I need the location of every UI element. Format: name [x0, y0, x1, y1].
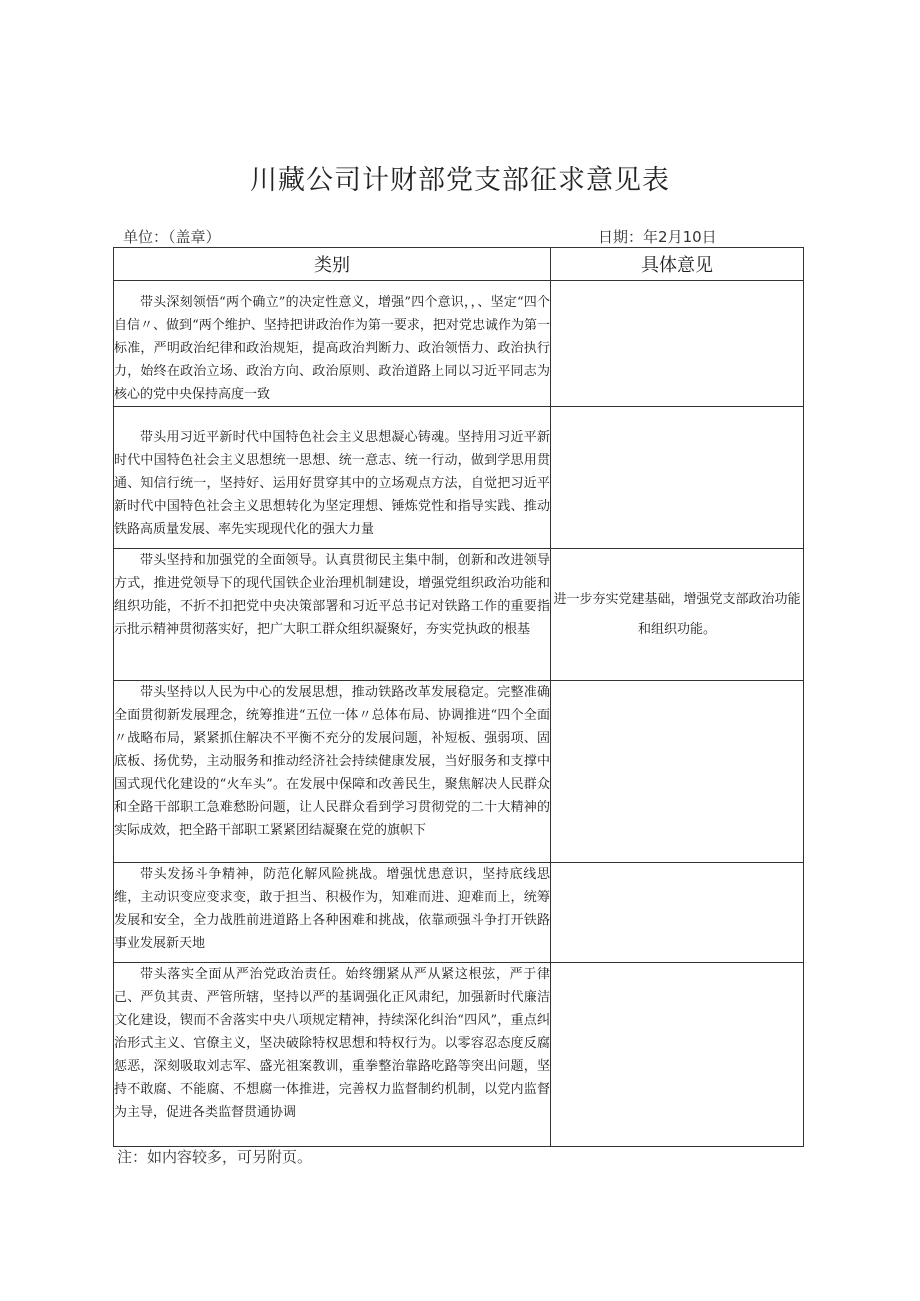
opinion-cell[interactable] — [551, 407, 804, 549]
table-row — [114, 863, 804, 963]
opinion-cell[interactable] — [551, 281, 804, 407]
table-row — [114, 681, 804, 863]
category-cell — [114, 963, 551, 1147]
table-row — [114, 407, 804, 549]
category-cell — [114, 281, 551, 407]
date-month: 2 — [658, 228, 668, 246]
category-cell — [114, 549, 551, 681]
date-day-unit: 日 — [701, 228, 717, 246]
category-text: 带头落实全面从严治党政治责任。始终绷紧从严从紧这根弦，严于律己、严负其责、严管所辖，坚持以严的基调强化正风肃纪，加强新时代廉洁文化建设，锲而不舍落实中央八项规定精神，持续深化纠治“四风”，重点纠治形式主义、官僚主义，坚决破除特权思想和特权行为。以零容忍态度反腐惩恶，深刻吸取刘志军、盛光祖案教训，重拳整治靠路吃路等突出问题，坚持不敢腐、不能腐、不想腐一体推进，完善权力监督制约机制，以党内监督为主导，促进各类监督贯通协调 — [114, 967, 550, 1120]
table-row — [114, 549, 804, 681]
date-prefix: 日期：年 — [598, 228, 659, 246]
table-row — [114, 281, 804, 407]
table-header-row — [114, 248, 804, 281]
category-text: 带头深刻领悟“两个确立”的决定性意义，增强”四个意识，，、坚定“四个自信〃、做到“两个维护、坚持把讲政治作为第一要求，把对党忠诚作为第一标准，严明政治纪律和政治规矩，提高政治判断力、政治领悟力、政治执行力，始终在政治立场、政治方向、政治原则、政治道路上同以习近平同志为核心的党中央保持高度一致 — [114, 295, 550, 402]
category-cell — [114, 681, 551, 863]
category-cell — [114, 863, 551, 963]
header-opinion: 具体意见 — [551, 248, 804, 281]
category-text: 带头坚持和加强党的全面领导。认真贯彻民主集中制，创新和改进领导方式，推进党领导下的现代国铁企业治理机制建设，增强党组织政治功能和组织功能，不折不扣把党中央决策部署和习近平总书记对铁路工作的重要指示批示精神贯彻落实好，把广大职工群众组织凝聚好，夯实党执政的根基 — [114, 553, 550, 637]
opinion-table — [113, 247, 804, 1147]
footnote: 注：如内容较多，可另附页。 — [117, 1148, 313, 1166]
opinion-cell[interactable]: 进一步夯实党建基础，增强党支部政治功能和组织功能。 — [551, 549, 804, 681]
category-cell — [114, 407, 551, 549]
unit-label: 单位：（盖章） — [123, 228, 221, 246]
header-category: 类别 — [114, 248, 551, 281]
category-text: 带头发扬斗争精神，防范化解风险挑战。增强忧患意识，坚持底线思维，主动识变应变求变，敢于担当、积极作为，知难而进、迎难而上，统筹发展和安全，全力战胜前进道路上各种困难和挑战，依靠顽强斗争打开铁路事业发展新天地 — [114, 867, 550, 951]
opinion-cell[interactable] — [551, 963, 804, 1147]
date-field — [598, 226, 717, 247]
category-text: 带头用习近平新时代中国特色社会主义思想凝心铸魂。坚持用习近平新时代中国特色社会主义思想统一思想、统一意志、统一行动，做到学思用贯通、知信行统一，坚持好、运用好贯穿其中的立场观点方法，自觉把习近平新时代中国特色社会主义思想转化为坚定理想、锤炼党性和指导实践、推动铁路高质量发展、率先实现现代化的强大力量 — [114, 430, 550, 537]
opinion-cell[interactable] — [551, 863, 804, 963]
document-title: 川藏公司计财部党支部征求意见表 — [250, 165, 670, 196]
date-month-unit: 月 — [667, 228, 683, 246]
table-row — [114, 963, 804, 1147]
opinion-cell[interactable] — [551, 681, 804, 863]
category-text: 带头坚持以人民为中心的发展思想，推动铁路改革发展稳定。完整准确全面贯彻新发展理念，统筹推进“五位一体〃总体布局、协调推进“四个全面〃战略布局，紧紧抓住解决不平衡不充分的发展问题，补短板、强弱项、固底板、扬优势，主动服务和推动经济社会持续健康发展，当好服务和支撑中国式现代化建设的“火车头”。在发展中保障和改善民生，聚焦解决人民群众和全路干部职工急难愁盼问题，让人民群众看到学习贯彻党的二十大精神的实际成效，把全路干部职工紧紧团结凝聚在党的旗帜下 — [114, 685, 550, 838]
date-day: 10 — [682, 228, 702, 246]
